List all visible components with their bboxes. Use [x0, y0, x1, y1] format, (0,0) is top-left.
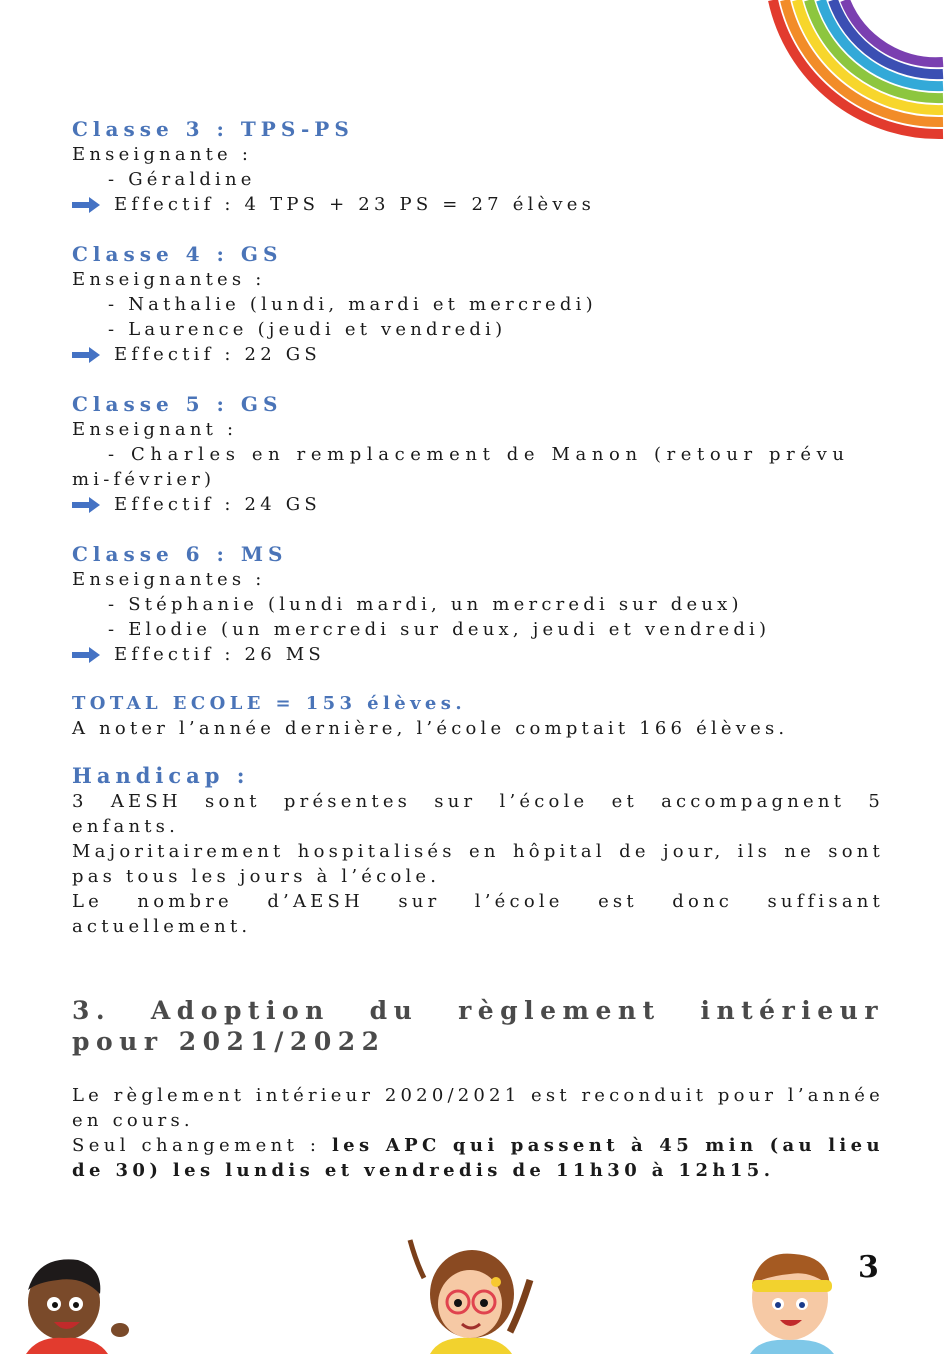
effectif-line	[72, 342, 884, 367]
effectif-line	[72, 642, 884, 667]
child-illustration-left	[8, 1250, 138, 1354]
handicap-block	[72, 763, 884, 939]
teachers-label: Enseignant :	[72, 419, 238, 440]
section-3-paragraph-change	[72, 1133, 884, 1183]
teacher-item-continued: mi-février)	[72, 469, 216, 490]
handicap-title: Handicap :	[72, 763, 250, 788]
section-3-title: 3. Adoption du règlement intérieur pour 2021/2022	[72, 996, 884, 1056]
handicap-paragraph: Majoritairement hospitalisés en hôpital de jour, ils ne sont pas tous les jours à l’école.	[72, 841, 884, 887]
right-arrow-icon	[72, 497, 100, 513]
effectif-text: Effectif : 4 TPS + 23 PS = 27 élèves	[114, 194, 596, 215]
teachers-label: Enseignantes :	[72, 269, 266, 290]
total-block	[72, 691, 884, 741]
class-4-title: Classe 4 : GS	[72, 242, 283, 266]
class-3-title: Classe 3 : TPS-PS	[72, 117, 354, 141]
class-5-title: Classe 5 : GS	[72, 392, 283, 416]
effectif-line	[72, 192, 884, 217]
handicap-paragraph: Le nombre d’AESH sur l’école est donc suffisant actuellement.	[72, 891, 884, 937]
class-5-block	[72, 391, 884, 517]
teacher-item: - Laurence (jeudi et vendredi)	[108, 319, 507, 340]
change-detail: les APC qui passent à 45 min (au lieu de 30) les lundis et vendredis de 11h30 à 12h15.	[72, 1135, 885, 1181]
class-3-block	[72, 116, 884, 217]
handicap-paragraph: 3 AESH sont présentes sur l’école et accompagnent 5 enfants.	[72, 791, 884, 837]
effectif-line	[72, 492, 884, 517]
teacher-item: - Géraldine	[108, 169, 256, 190]
class-4-block	[72, 241, 884, 367]
effectif-text: Effectif : 26 MS	[114, 644, 325, 665]
main-content	[72, 116, 884, 1207]
total-title: TOTAL ECOLE = 153 élèves.	[72, 693, 466, 714]
teacher-item: - Elodie (un mercredi sur deux, jeudi et vendredi)	[108, 619, 771, 640]
teacher-item: - Nathalie (lundi, mardi et mercredi)	[108, 294, 597, 315]
effectif-text: Effectif : 24 GS	[114, 494, 321, 515]
right-arrow-icon	[72, 347, 100, 363]
child-illustration-center	[400, 1232, 540, 1354]
teacher-item: - Stéphanie (lundi mardi, un mercredi sur deux)	[108, 594, 743, 615]
section-3-block	[72, 995, 884, 1183]
teachers-label: Enseignantes :	[72, 569, 266, 590]
class-6-title: Classe 6 : MS	[72, 542, 288, 566]
child-illustration-right	[740, 1246, 850, 1354]
page-number: 3	[858, 1250, 879, 1285]
teachers-label: Enseignante :	[72, 144, 253, 165]
change-prefix: Seul changement :	[72, 1135, 332, 1156]
effectif-text: Effectif : 22 GS	[114, 344, 321, 365]
class-6-block	[72, 541, 884, 667]
teacher-item: - Charles en remplacement de Manon (retour prévu	[108, 444, 850, 465]
right-arrow-icon	[72, 647, 100, 663]
total-note: A noter l’année dernière, l’école comptait 166 élèves.	[72, 718, 789, 739]
section-3-paragraph: Le règlement intérieur 2020/2021 est reconduit pour l’année en cours.	[72, 1085, 884, 1131]
right-arrow-icon	[72, 197, 100, 213]
